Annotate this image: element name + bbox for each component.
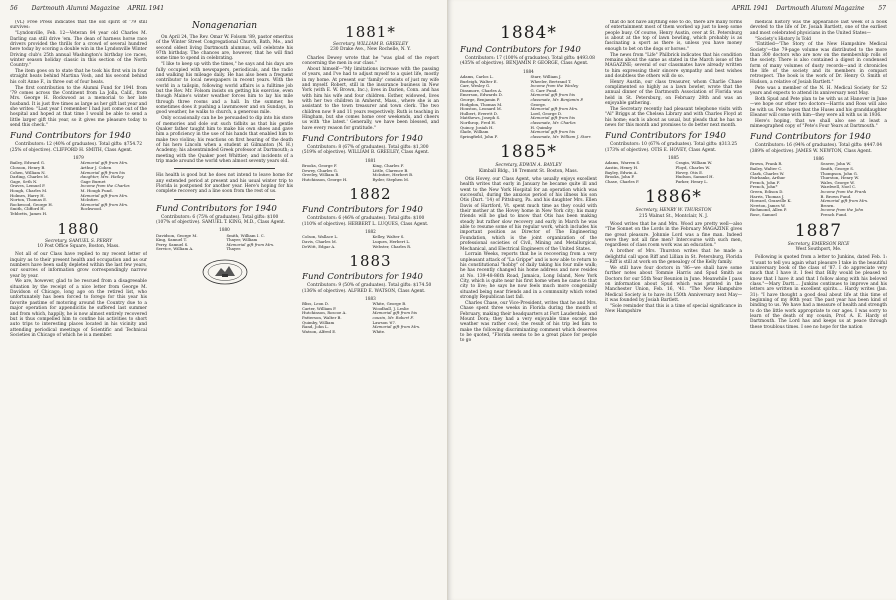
class-secretary: Secretary, HENRY W. THURSTON [635,208,712,214]
contributor-name: Davidson, George M. [156,232,198,238]
paragraph: The item goes on to state that he took his first win in four straight heats behind Martina Vosh, and his second behind his colt Anne F., in three out of four heats. [10,69,147,85]
fund-year: 1886 [813,156,824,162]
contributor-name: Starr, William J. [530,74,562,80]
contributor-name: Bailey, Edward G. [10,160,45,166]
contributor-name: Bailey, Walter C. [750,166,783,171]
class-year-heading: 1882 [349,185,392,204]
contributor-name: Memorial gift from his [530,92,576,98]
contributor-name: B. Brown Fund. [820,193,852,199]
contributor-name: Matthews, Joseph S. [460,115,501,121]
fund-stats: Contributors: 17 (100% of graduates). Total gifts: $493.08 (435% of objective). BENJAMIN P. GEORGE, Class Agent. [460,56,595,67]
class-secretary: Secretary, EDWIN A. BAYLEY [495,163,562,169]
contributor-name: Rose, Samuel [750,211,777,217]
fund-contributors-heading: Fund Contributors for 1940 [156,203,277,214]
paragraph: that do not have anything else to do, there are many forms of entertainment most of them worked up just to keep some people busy. Of course, Henry Austin, over at St. Petersburg is about at the top of lawn bowling, which probably is as fascinating a sport as there is, unless you have money enough to bet on the dogs or horses." [605,20,742,52]
contributor-list [302,302,439,334]
fund-stats: Contributors: 6 (75% of graduates). Total gifts: $100 (107% of objective). SAMUEL T. KING, M.D., Class Agent. [156,214,286,225]
contributor-name: Brown, Frank R. [750,161,783,167]
contributor-name: Fairbanks, Arthur [750,175,786,181]
class-secretary: Secretary, EMERSON RICE [787,241,850,247]
contributor-name: classmate, Mr. Charles [530,119,576,125]
contributor-name: Harris, Thomas J. [750,193,785,199]
contributor-name: Howard, Granville K. [750,198,792,204]
contributor-name: Davis, Charles M. [302,239,338,245]
right-running-head [732,6,886,11]
contributor-name: Smith, William I. C. [226,232,265,238]
paragraph: medical history was the appearance last week of a book devoted to the life of Dr. Josiah Bartlett, one of the earliest and most celebrated physicians in the United States— [750,20,887,36]
contributor-name: Carr, Wesley G. [460,83,491,89]
contributor-name: Income from the Wesley [530,83,579,89]
nonagenarian-heading: Nonagenarian [191,21,258,31]
contributor-name: Woodhull, J. Leslie [372,305,409,311]
right-page-number: 57 [878,5,886,12]
contributor-name: White. [372,328,386,334]
contributor-name: Hough, Charles M. [10,187,48,193]
contributor-name: Norton, Thomas E. [10,197,48,203]
paragraph: "Entitled—'The Story of the New Hampshire Medical Society'—the 79-page volume was distributed to the more than 300 doctors who are now on the membership rolls of the society. There is also contained a digest in condensed form of many volumes of dusty records—and it chronicles the life of the society and its members in compact retrospect. The book is the work of Dr. Henry O. Smith of Hudson, a relative of Josiah Bartlett." [750,42,887,85]
column-text [605,222,742,314]
right-column-2 [605,20,742,596]
paragraph: Following is quoted from a letter to Junkins, dated Feb. 1: "I want to tell you again what pleasure I take in the beautiful anniversary book of the class of '87. I do appreciate very much that I have it. I feel that Billy would be pleased to know that I have it and that I follow along with his beloved class."—Mary Dartt.... Junkins continues to improve and his letters are written in excellent spirits.... Hardy writes (Jan. 31): "I have thought a good deal about life at this time of beginning of my 80th year. The past year has been kind of binding to us. We have had a measure of health and strength to do the little work appropriate to our ages. I was sorry to learn of the death of my cousin, Prof. A. E. Hardy of Dartmouth. The Lord has and keeps us at peace through these troublous times. I see no hope for the nation [750,255,887,330]
contributor-name: Colson, Wallace L. [302,234,339,240]
right-page [448,0,896,600]
contributor-name: Gage Burnet [80,178,106,184]
health-note: His health is good but he does not intend to leave home for any extended period at present and his usual winter trip to Florida is postponed for another year. Here's hoping for his complete recovery and a line soon from the rest of us. [156,173,293,195]
contributor-name: French Fund. [820,211,848,217]
paragraph: "Lyndonville, Feb. 12—Veteran 84 year old Charles M. Darling can still drive 'em. The dean of harness horse race drivers provided the thrills for a crowd of several hundred here today by scoring a double win in the Lyndonville Winter Driving club's 25th annual Washington's birthday ice races, winter season holiday classic in this section of the North Country." [10,31,147,69]
class-year-heading: 1883 [349,252,392,271]
paragraph: Henry Austin, our class treasurer, whom Charlie Chase complimented so highly as a lawn bowler, wrote that the annual dinner of the Dartmouth Association of Florida was held in St. Petersburg, on February 28th and was an enjoyable gathering. [605,79,742,107]
fund-contributors-heading: Fund Contributors for 1940 [605,131,726,142]
fund-stats: Contributors: 16 (94% of graduates). Total gifts: $447.04 (389% of objective). JAMES W. NEWTON, Class Agent. [750,143,883,154]
contributor-name: Wardwell, Noel C. [820,184,857,190]
contributor-list [302,164,439,182]
contributor-name: Wheeler, Bertrand T. [530,78,572,84]
class-year-heading: 1887 [794,220,843,241]
contributor-list [302,235,439,249]
paragraph: "Sole reminder that this is a time of special significance in New Hampshire [605,303,742,315]
paragraph: Only occasionally can he be persuaded to dip into his store of memories and dole out such tidbits as that his gentle Quaker father taught him to make his own shoes and gave him a proficiency in the use of his hands that enabled him to make two violins; his reactions on first hearing of the death of his hero Lincoln when a student at Gilmanton (N. H.) Academy; his absentminded Greek professor at Dartmouth; a meeting with the Quaker poet Whittier; and incidents of a trip made around the world when almost seventy years old. [156,116,293,164]
class-secretary: Secretary, SAMUEL S. PERRY [45,238,112,244]
paragraph: We are, however, glad to be rescued from a disagreeable situation by the receipt of a nice letter from George M. Davidson of Chicago, long ago on the retired list, who unfortunately has been forced to forego for this year his favorite pastime of motoring around the Country due to a major operation for appendicitis he suffered last summer and from which, happily, he is now almost entirely recovered but is thus compelled him to confine his activities to short auto trips to interesting places located in his vicinity and attending periodical meetings of Scientific and Technical Societies in Chicago of which he is a member. [10,279,147,338]
contributor-name: Brooks, John P. [605,174,635,180]
paragraph: (VL) Free Press indicates that the old spirit of '79 still survives: [10,20,147,31]
contributor-name: McIntire, Herbert B. [372,172,414,178]
contributor-name: Memorial gift from Mrs. [820,198,869,204]
contributor-name: King, Charles F. [372,163,404,169]
class-secretary: Secretary, WILLIAM B. GREELEY [332,42,409,47]
fund-year: 1884 [523,68,534,74]
contributor-name: Brown. [820,202,835,208]
contributor-name: Luques, Herbert L. [372,239,411,245]
contributor-name [81,212,148,217]
fund-stats: Contributors: 6 (46% of graduates). Total gifts: $100 (110% of objective). HERBERT L. LUQUES, Class Agent. [302,216,429,227]
contributor-name: Houston, Leonard M. [460,106,502,112]
contributor-name: Memorial gift from Mrs. [80,201,129,207]
contributor-name: Thurston, Henry W. [820,175,859,181]
paragraph: Wood writes that he and Mrs. Wood are pretty well—also "The Sonnet on the Lords in the February MAGAZINE gives me great pleasure. Johnnie Lord was a fine man. Indeed were they not all fine men? Intercourse with such men, regardless of class room work was an education." [605,222,742,249]
fund-contributors-heading: Fund Contributors for 1940 [10,131,131,142]
contributor-name: Adams, Carlos L. [460,74,494,80]
contributor-name: Dinsmore, Charles A. [460,87,503,93]
left-column-3 [302,20,439,596]
contributor-name: Memorial gift from his [530,115,576,121]
contributor-name: Clark, Charles W. [750,170,785,176]
contributor-name: Graves, Lemuel F. [10,183,46,189]
column-text [156,35,293,164]
contributor-name: Little, Clarence B. [372,167,409,173]
contributor-name: Gage, Seth N. [10,178,38,184]
contributor-name: Rockwood. [80,206,103,212]
contributor-name: George. [530,101,547,107]
contributor-name: McIntire. [80,197,99,203]
contributor-name: Burleigh, Walter E. [460,78,498,84]
contributor-name: Chase, Charles F. [605,178,640,184]
fund-contributors-heading: Fund Contributors for 1940 [460,45,581,55]
divider [174,168,275,169]
paragraph: The first contribution to the Alumni Fund for 1941 from '79 comes across the Continent from La Jolla, Calif., from Mrs. George H. Rockwood as a memorial to her late husband. It is just five times as large as her gift last year and she writes: "Last year I remember I had just come out of the hospital and hoped at that time I would be able to send a little larger gift this year, so it gives me pleasure today to send this check." [10,85,147,129]
paragraph: Here's hoping, that we shall also see at least a mimeographed copy of "Pete's Four Years at Dartmouth." [750,118,887,130]
right-issue-date: APRIL 1941 [731,5,769,12]
contributor-name: Darling, Charles M. [10,174,49,180]
contributor-name: Arthur J. Cohen [80,165,112,170]
contributor-name: Service, William A. [156,246,194,252]
paragraph: Not all of our Class have replied to my recent letter of inquiry as to their present health and occupation and as our numbers have been sadly depleted within the last few years, our sources of information grow correspondingly narrow year by year. [10,252,147,279]
contributor-name: Hutchinson, George H. [302,176,348,182]
paragraph: On April 24, The Rev. Omar W. Folsom '89, pastor emeritus of the Winter Street Congregational Church, Bath, Me., and second oldest living Dartmouth alumnus, will celebrate his 97th birthday. The chances are, however, that he will find some time to spend in celebrating. [156,35,293,62]
paragraph: Charles Dewey wrote that he "was glad of the report concerning the men in our class." [302,55,439,67]
paragraph: Lorrain Weeks, reports that he is recovering from a very unpleasant attack of "La Grippe" and is now able to return to his constitutional "hobby" of daily taking his four mile walk; he has recently changed his home address and now resides at No. 139-48-86th Road, Jamaica, Long Island, New York City, which is quite near his first home when he came to that city to live; he says he now feels much more congenially situated being near friends and in a community which voted strongly Republican last fall. [460,252,597,301]
contributor-name: Memorial gift from his [372,310,418,316]
contributor-name: Income from the Frank [820,188,867,194]
contributor-name: Dewey, Charles G. [302,167,338,173]
secretary-address: 230 Drake Ave., New Rochelle, N. Y. [330,47,411,53]
left-page-number: 56 [10,5,18,12]
contributor-name: Holmes, Harry H. [10,192,45,198]
secretary-address: 10 Post Office Square, Boston, Mass. [37,243,120,249]
paragraph: Otis Hovey, our Class Agent, who usually enjoys excellent health writes that early in January he became quite ill and went to the New York Hospital for an operation which was successful, during the anxious period of his illness his son Otis (Dart. '14) of Pittsburg, Pa. and his daughter Mrs. Ellen Davis of Hartford, Vt. spent much time as they could with their mother at the Hovey home in New York city; his many friends will be glad to know that Otis has been making steady but rather slow recovery and early in March he was able to resume some of his regular work, which includes his important position as Director of The Engineering Foundation, which is the joint organization of the professional societies of Civil, Mining and Metallurgical, Mechanical, and Electrical Engineers of the United States. [460,177,597,252]
contributor-name: H. Quimby. [530,124,553,130]
contributor-name: Income from the John [820,207,864,213]
contributor-name: Closson, Henry B. [10,165,46,170]
paragraph: Pete was a member of the N. H. Medical Society for 52 years and expects to attend its anniversary next May. [750,85,887,96]
left-column-2 [156,20,293,596]
class-year-heading: 1885* [500,142,557,163]
contributor-name: Lord, George D. [530,110,563,116]
contributor-name: Newton, James W. [750,202,786,208]
contributor-name: Hutchinson, Roscoe A. [302,310,347,316]
paragraph: We still have four doctors in '86—we shall have some further notes about Tommie Harris and Spud Smith as Doctors for our 55th Year Reunion in June. Meanwhile I pass on information about Spud which was printed in the Manchester Union, Feb. 16, '41. "The New Hampshire Medical Society is to have its 150th Anniversary next May—it was founded by Josiah Bartlett. [605,265,742,303]
paragraph: "Society's History Is Told [755,36,811,42]
contributor-name: Bliss, Leon D. [302,301,330,307]
contributor-name: M. Hough Fund. [80,187,113,193]
column-text [750,255,887,330]
fund-year: 1882 [365,229,376,235]
column-text [605,20,742,128]
contributor-name: Thompson, John G. [820,170,858,176]
contributor-name: Adams, Warren S. [605,160,641,166]
dartmouth-seal-icon [195,258,255,286]
contributor-name: Parker, Henry L. [675,178,709,184]
contributor-name: classmate, Mr. William J. Starr. [530,133,592,139]
contributor-name: Smith, George S. [820,166,855,171]
contributor-name: French, John* [750,184,778,190]
secretary-address: Kimball Bldg., 18 Tremont St. Boston, Mass. [478,168,579,174]
fund-contributors-heading: Fund Contributors for 1940 [750,132,871,143]
fund-contributors-heading: Fund Contributors for 1940 [302,134,423,144]
contributor-name: Thayer, William [226,237,258,243]
fund-year: 1879 [73,155,84,161]
contributor-name: daughter, Mrs. Hailey [80,174,124,180]
contributor-name: Hodgdon, Thomas M. [460,101,503,107]
contributor-name: classmate, Mr. Benjamin P. [530,97,584,102]
contributor-name: Quincy, Josiah H. [460,124,494,130]
contributor-name: Wales, George W. [820,179,855,185]
column-text [460,177,597,344]
contributor-name: Memorial gift from Mrs. [80,192,129,198]
contributor-list [750,162,887,217]
contributor-name: Bayley, Edwin A. [605,169,638,175]
contributor-name: Hulbert, Everett D. [460,110,498,116]
contributor-name: Carter, William F. [302,305,337,311]
paragraph: Both Spud and Pete plan to be with us at Hanover in June—we hope our other two doctors—Harris and Ross will also be with us. Pete hopes that the Huses and his granddaughter Eleanor will come with him—they were all with us in 1936. [750,96,887,118]
class-year-heading: 1880 [57,219,100,238]
left-running-head [10,6,164,11]
secretary-address: 215 Walnut St., Montclair, N. J. [639,213,708,219]
contributor-list [460,75,597,139]
contributor-name: Memorial gift from his [530,129,576,135]
contributor-name: Cragin, William W. [675,160,713,166]
class-year-heading: 1884* [500,23,557,43]
class-year-heading: 1881* [345,23,396,41]
right-magazine-title: Dartmouth Alumni Magazine [776,5,865,12]
contributor-name: cousin, Mr. Robert F. [372,315,414,321]
contributor-name: Brooks, George F. [302,163,338,169]
contributor-name: Emerson, Edwards D. [460,92,503,98]
contributor-name: Floyd, Charles W. [675,165,710,170]
fund-stats: Contributors: 8 (67% of graduates). Total gifts: $1,300 (519% of objective). WILLIAM B. GREELEY, Class Agent. [302,145,430,156]
paragraph: The Secretary recently had pleasant telephone visits with "Al" Briggs at the Chelsea Library and with Charles Floyd at his home; each is about as usual, but pleads that he has no news for this month and promises to do better next month. [605,107,742,129]
paragraph: A brother of Mrs. Thurston writes that he made a delightful call upon Riff and Lillian in St. Petersburg, Florida—Riff is still at work on the genealogy of the Kelly family. [605,249,742,265]
contributor-name: Rockwood, George H. [10,201,54,207]
contributor-name: Quimby, William [302,319,335,325]
left-column-1 [10,20,147,596]
contributor-name: DeWitt, Edgar A. [302,243,336,249]
fund-contributors-heading: Fund Contributors for 1940 [302,272,423,283]
contributor-name: Slade, William [460,129,489,135]
contributor-list [156,234,293,252]
fund-stats: Contributors: 9 (50% of graduates). Total gifts: $174.50 (136% of objective). ALFRED E. WATSON, Class Agent. [302,283,432,294]
contributor-name: Lawson '67. [372,319,397,325]
secretary-address: West Southport, Me. [795,246,842,252]
contributor-name: Seaver, John W. [820,161,851,167]
contributor-name: Patterson, Walter B. [302,315,342,321]
contributor-name: Memorial gift from Mrs. [226,241,275,247]
paragraph: Charles Chase, our Vice-President, writes that he and Mrs. Chase spent three weeks in Florida during the month of February, making their headquarters at Fort Lauderdale, and Mount Dora; they had a very enjoyable time except the weather was rather cool; the result of his trip led him to make the following discriminating comment which deserves to be quoted, "Florida seems to be a great place for people to go [460,300,597,344]
contributor-name: Memorial gift from his [80,169,126,175]
contributor-name: French, John F. [750,179,781,185]
contributor-name: Smith, Clifford H. [10,206,45,212]
fund-year: 1885 [668,155,679,161]
contributor-name: Memorial gift from Mrs. [372,324,421,330]
fund-contributors-heading: Fund Contributors for 1940 [302,205,423,216]
right-column-3 [750,20,887,596]
contributor-name: Green, Edison D. [750,188,784,194]
divider [174,199,275,200]
contributor-name: Kelley, Walter S. [372,234,405,240]
paragraph: About himself—"My limitations increase with the passing of years, and I've had to adjust myself to a quiet life, mostly in my home. At present our 'family' consists of just my wife and myself. Robert, still in the insurance business in New York (with E. W. Brown, Inc.), lives in Darien, Conn. and has with him his wife and four children. Esther, widowed, lives with her two children in Amherst, Mass., where she is an assistant to the town treasurer and town clerk. The two children now 9 and 11 years respectively. Ruth is teaching in Hingham, but she comes home over weekends, and cheers us with 'the latest.' Generally, we have been blessed, and have every reason for gratitude." [302,66,439,131]
contributor-name: Memorial gift from Mrs. [530,106,579,112]
contributor-name: Springfield, John F. [460,133,498,139]
contributor-name: Webster, Charles R. [372,243,412,249]
contributor-name: Northrop, Fred H. [460,119,497,125]
column-text [10,252,147,338]
contributor-name: Income from the Charles [80,183,130,189]
fund-stats: Contributors: 12 (40% of graduates). Total gifts: $754.72 (25% of objective). CLIFFORD H. SMITH, Class Agent. [10,142,143,153]
fund-stats: Contributors: 10 (67% of graduates). Total gifts: $313.25 (173% of objective). OTIS E. HOVEY, Class Agent. [605,142,738,153]
contributor-name: Memorial gift from Mrs. [80,160,129,166]
column-text [302,56,439,131]
contributor-list [10,161,147,216]
contributor-name: G. Carr Fund. [530,87,558,93]
contributor-name: Perry, Samuel S. [156,241,189,247]
contributor-name: King, Samuel T. [156,237,187,243]
contributor-name: Greeley, William B. [302,172,340,178]
contributor-name: Ryder, Stephen M. [372,176,410,182]
contributor-name: George, Benjamin P. [460,97,500,102]
left-issue-date: APRIL 1941 [127,5,165,12]
paragraph: "I like to keep up with the times," he says and his days are fully occupied with newspapers, periodicals, and the radio and walking his mileage daily. He has also been a frequent contributor to local newspapers in recent years. With the world in a tailspin, following world affairs is a fulltime job but the Rev. Mr. Folsom insists on getting his exercise, even though Maine's winter weather forces him to lay his mile through three rooms and a hall. In the summer, he sometimes does it pushing a lawnmower and on Sundays, in good weather, he walks to church, a generous mile. [156,62,293,116]
left-magazine-title: Dartmouth Alumni Magazine [31,5,120,12]
contributor-name: Hudson, Samuel H. [675,174,714,180]
fund-year: 1883 [365,295,376,301]
paragraph: The news from "Life" Philbrick indicates that his condition remains about the same as stated in the March issue of the MAGAZINE; several of our classmates have already written to him expressing their sincere sympathy and best wishes and doubtless the others will do so. [605,52,742,79]
contributor-name: Rand, John L. [302,324,329,330]
contributor-name: Hovey, Otis E. [675,169,704,175]
contributor-name: Tebbetts, James H. [10,210,48,216]
column-text [10,20,147,128]
contributor-list [605,161,742,184]
contributor-name: White, George B. [372,301,407,307]
contributor-name: Cohen, William N. [10,169,46,175]
column-text [750,20,887,129]
class-year-heading: 1886* [645,187,702,208]
contributor-name: Thayer. [226,246,242,252]
right-column-1 [460,20,597,596]
contributor-name: Watson, Alfred E. [302,328,337,334]
contributor-name: Austin, Henry H. [605,165,639,170]
fund-year: 1881 [365,157,376,163]
fund-year: 1880 [219,227,230,233]
contributor-name: Richmond, Allen P. [750,207,787,213]
